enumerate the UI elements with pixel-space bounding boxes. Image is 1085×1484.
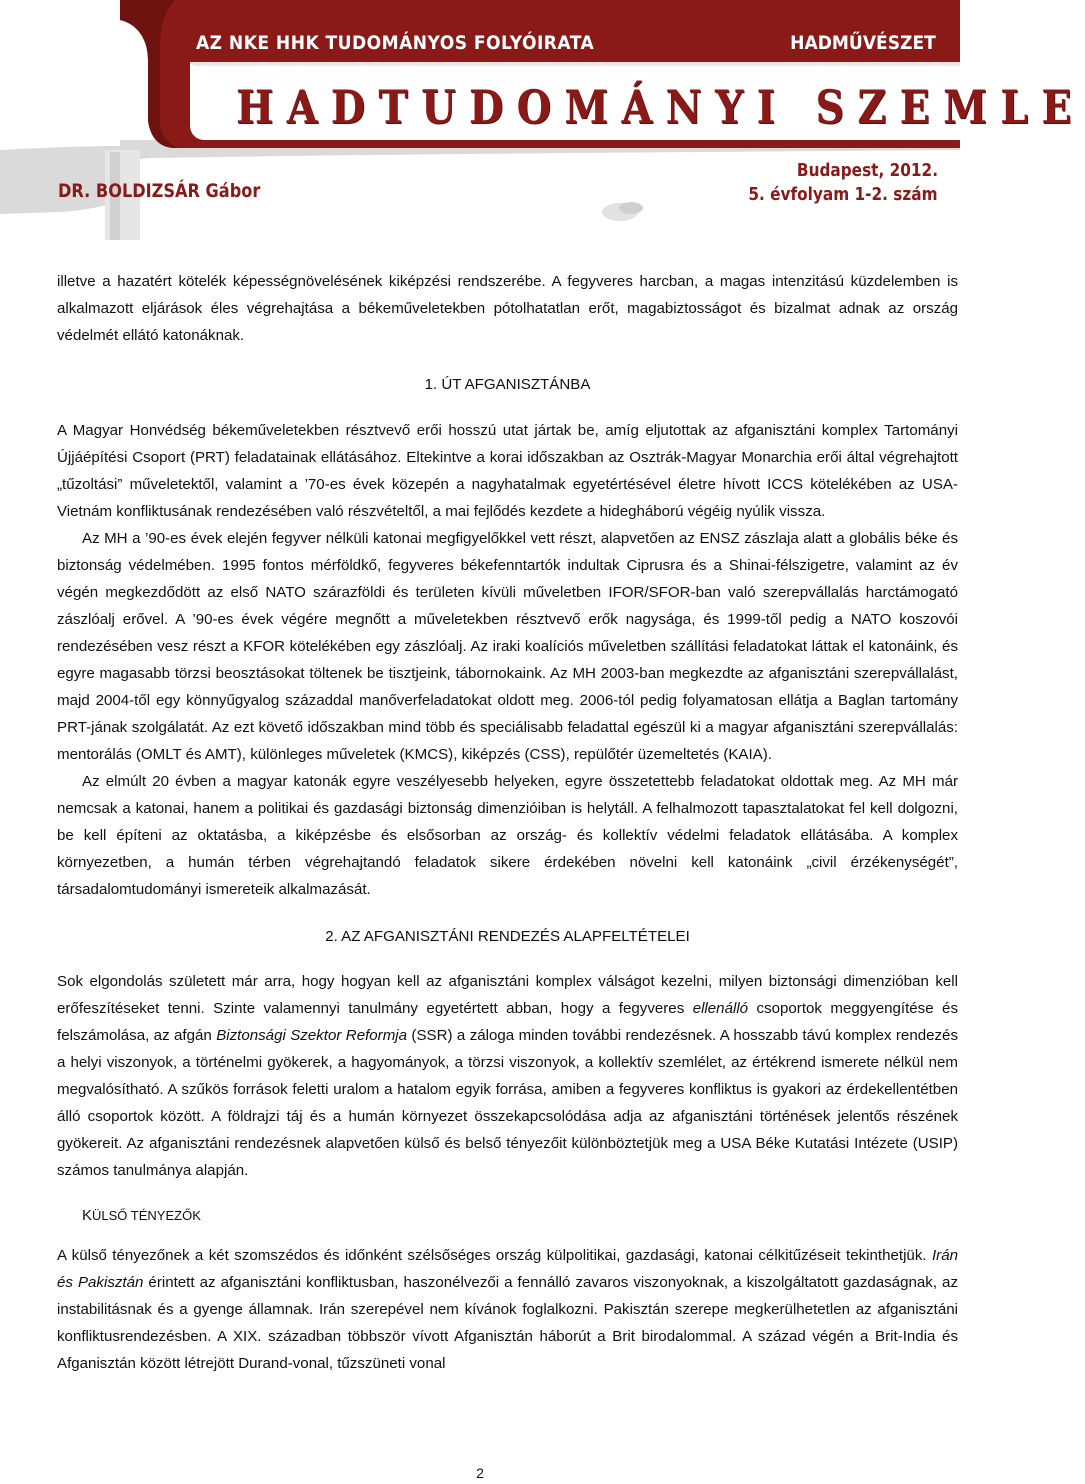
section-heading-1: 1. ÚT AFGANISZTÁNBA — [424, 376, 591, 393]
subheading-external-factors — [57, 1206, 958, 1226]
paragraph-5-part-a: A külső tényezőnek a két szomszédos és időnként szélsőséges ország külpolitikai, gazdasági, katonai célkitűzéseit tekinthetjük. — [57, 1247, 932, 1264]
paragraph-4-part-b: csoportok meggyengítése és felszámolása, az afgán — [57, 1000, 958, 1044]
paragraph-4-part-c: (SSR) a záloga minden további rendezésnek. A hosszabb távú komplex rendezés a helyi viszonyok, a történelmi gyökerek, a hagyományok, a törzsi viszonyok, a kollektív szemlélet, az értékrend ismerete nélkül nem megvalósítható. A szűkös források feletti uralom a hatalom egyik forrása, amiben a fegyveres konfliktus is gyakori az érdekellentétben álló csoportok között. A földrajzi táj és a humán környezet összekapcsolódása adja az afganisztáni történések jelentős részének gyökereit. Az afganisztáni rendezésnek alapvetően külső és belső tényezőit különböztetjük meg a USA Béke Kutatási Intézete (USIP) számos tanulmánya alapján. — [57, 1027, 958, 1179]
section-heading-2: 2. AZ AFGANISZTÁNI RENDEZÉS ALAPFELTÉTELEI — [325, 928, 690, 945]
paragraph-5-part-b: érintett az afganisztáni konfliktusban, haszonélvezői a fennálló zavaros viszonyoknak, a kiszolgáltatott gazdaságnak, az instabilitásnak és a gyenge államnak. Irán szerepével nem kívánok foglalkozni. Pakisztán szerepe megkerülhetetlen az afganisztáni konfliktusrendezésben. A XIX. században többször vívott Afganisztán háborút a Brit birodalommal. A század végén a Brit-India és Afganisztán között létrejött Durand-vonal, tűzszüneti vonal — [57, 1274, 958, 1372]
journal-line: AZ NKE HHK TUDOMÁNYOS FOLYÓIRATA — [196, 32, 595, 54]
article-body — [57, 268, 958, 1377]
paragraph-4-emphasis-2: Biztonsági Szektor Reformja — [216, 1027, 408, 1044]
paragraph-1: A Magyar Honvédség békeműveletekben résztvevő erői hosszú utat jártak be, amíg eljutottak az afganisztáni komplex Tartományi Újjáépítési Csoport (PRT) feladatainak ellátásához. Eltekintve a korai időszakban az Osztrák-Magyar Monarchia erői által végrehajtott „tűzoltási” műveletektől, valamint a ’70-es évek közepén a nagyhatalmak egyetértésével életre hívott ICCS kötelékében az USA-Vietnám konfliktusának rendezésében való részvételtől, a mai fejlődés kezdete a hidegháború végéig nyúlik vissza. — [57, 422, 958, 520]
journal-header-banner — [0, 0, 1085, 240]
journal-title: HADTUDOMÁNYI SZEMLE — [236, 80, 1085, 134]
paragraph-4-part-a: Sok elgondolás született már arra, hogy hogyan kell az afganisztáni komplex válságot kezelni, milyen biztonsági dimenzióban kell erőfeszítéseket tenni. Szinte valamennyi tanulmány egyetértett abban, hogy a fegyveres — [57, 973, 958, 1017]
paragraph-5 — [57, 1242, 958, 1377]
paragraph-2: Az MH a ’90-es évek elején fegyver nélküli katonai megfigyelőkkel vett részt, alapvetően az ENSZ zászlaja alatt a globális béke és biztonság védelmében. 1995 fontos mérföldkő, fegyveres békefenntartók indultak Ciprusra és a Shinai-félszigetre, valamint az év végén megkezdődött az első NATO szárazföldi és területen kívüli műveletben IFOR/SFOR-ban való szerepvállalás harctámogató zászlóalj erővel. A ’90-es évek végére megnőtt a műveletekben résztvevő erők nagysága, és 1999-től pedig a NATO koszovói rendezésében vesz részt a KFOR kötelékében egy zászlóalj. Az iraki koalíciós műveletben szállítási feladatokat láttak el katonáink, és egyre magasabb törzsi beosztásokat töltenek be tisztjeink, tábornokaink. Az MH 2003-ban megkezdte az afganisztáni szerepvállalást, majd 2004-től egy könnyűgyalog századdal manőverfeladatokat oldott meg. 2006-tól pedig folyamatosan ellátja a Baglan tartomány PRT-jának szolgálatát. Az ezt követő időszakban mind több és speciálisabb feladattal egészül ki a magyar afganisztáni szerepvállalás: mentorálás (OMLT és AMT), különleges műveletek (KMCS), kiképzés (CSS), repülőtér üzemeltetés (KAIA). — [57, 530, 958, 763]
paragraph-4-emphasis-1: ellenálló — [692, 1000, 749, 1017]
section-name: HADMŰVÉSZET — [790, 32, 936, 54]
publication-place-date: Budapest, 2012. — [796, 160, 938, 181]
subheading-rest: ÜLSŐ TÉNYEZŐK — [92, 1208, 201, 1223]
intro-paragraph: illetve a hazatért kötelék képességnövelésének kiképzési rendszerébe. A fegyveres harcban, a magas intenzitású küzdelemben is alkalmazott eljárások éles végrehajtása a békeműveletekben pótolhatatlan erőt, magabiztosságot és bizalmat adnak az ország védelmét ellátó katonáknak. — [57, 273, 958, 344]
page-number: 2 — [476, 1465, 484, 1481]
paragraph-4 — [57, 968, 958, 1184]
volume-issue: 5. évfolyam 1-2. szám — [748, 184, 938, 205]
paragraph-3: Az elmúlt 20 évben a magyar katonák egyre veszélyesebb helyeken, egyre összetettebb feladatokat oldottak meg. Az MH már nemcsak a katonai, hanem a politikai és gazdasági biztonság dimenzióiban is helytáll. A felhalmozott tapasztalatokat fel kell dolgozni, be kell építeni az oktatásba, a kiképzésbe és elsősorban az ország- és kollektív védelmi feladatok ellátásába. A komplex környezetben, a humán térben végrehajtandó feladatok sikere érdekében növelni kell katonáink „civil érzékenységét”, társadalomtudományi ismereteik alkalmazását. — [57, 773, 958, 898]
author-name: DR. BOLDIZSÁR Gábor — [58, 180, 261, 202]
subheading-initial: K — [82, 1207, 93, 1224]
paragraph-5-emphasis: Irán és Pakisztán — [57, 1247, 958, 1291]
